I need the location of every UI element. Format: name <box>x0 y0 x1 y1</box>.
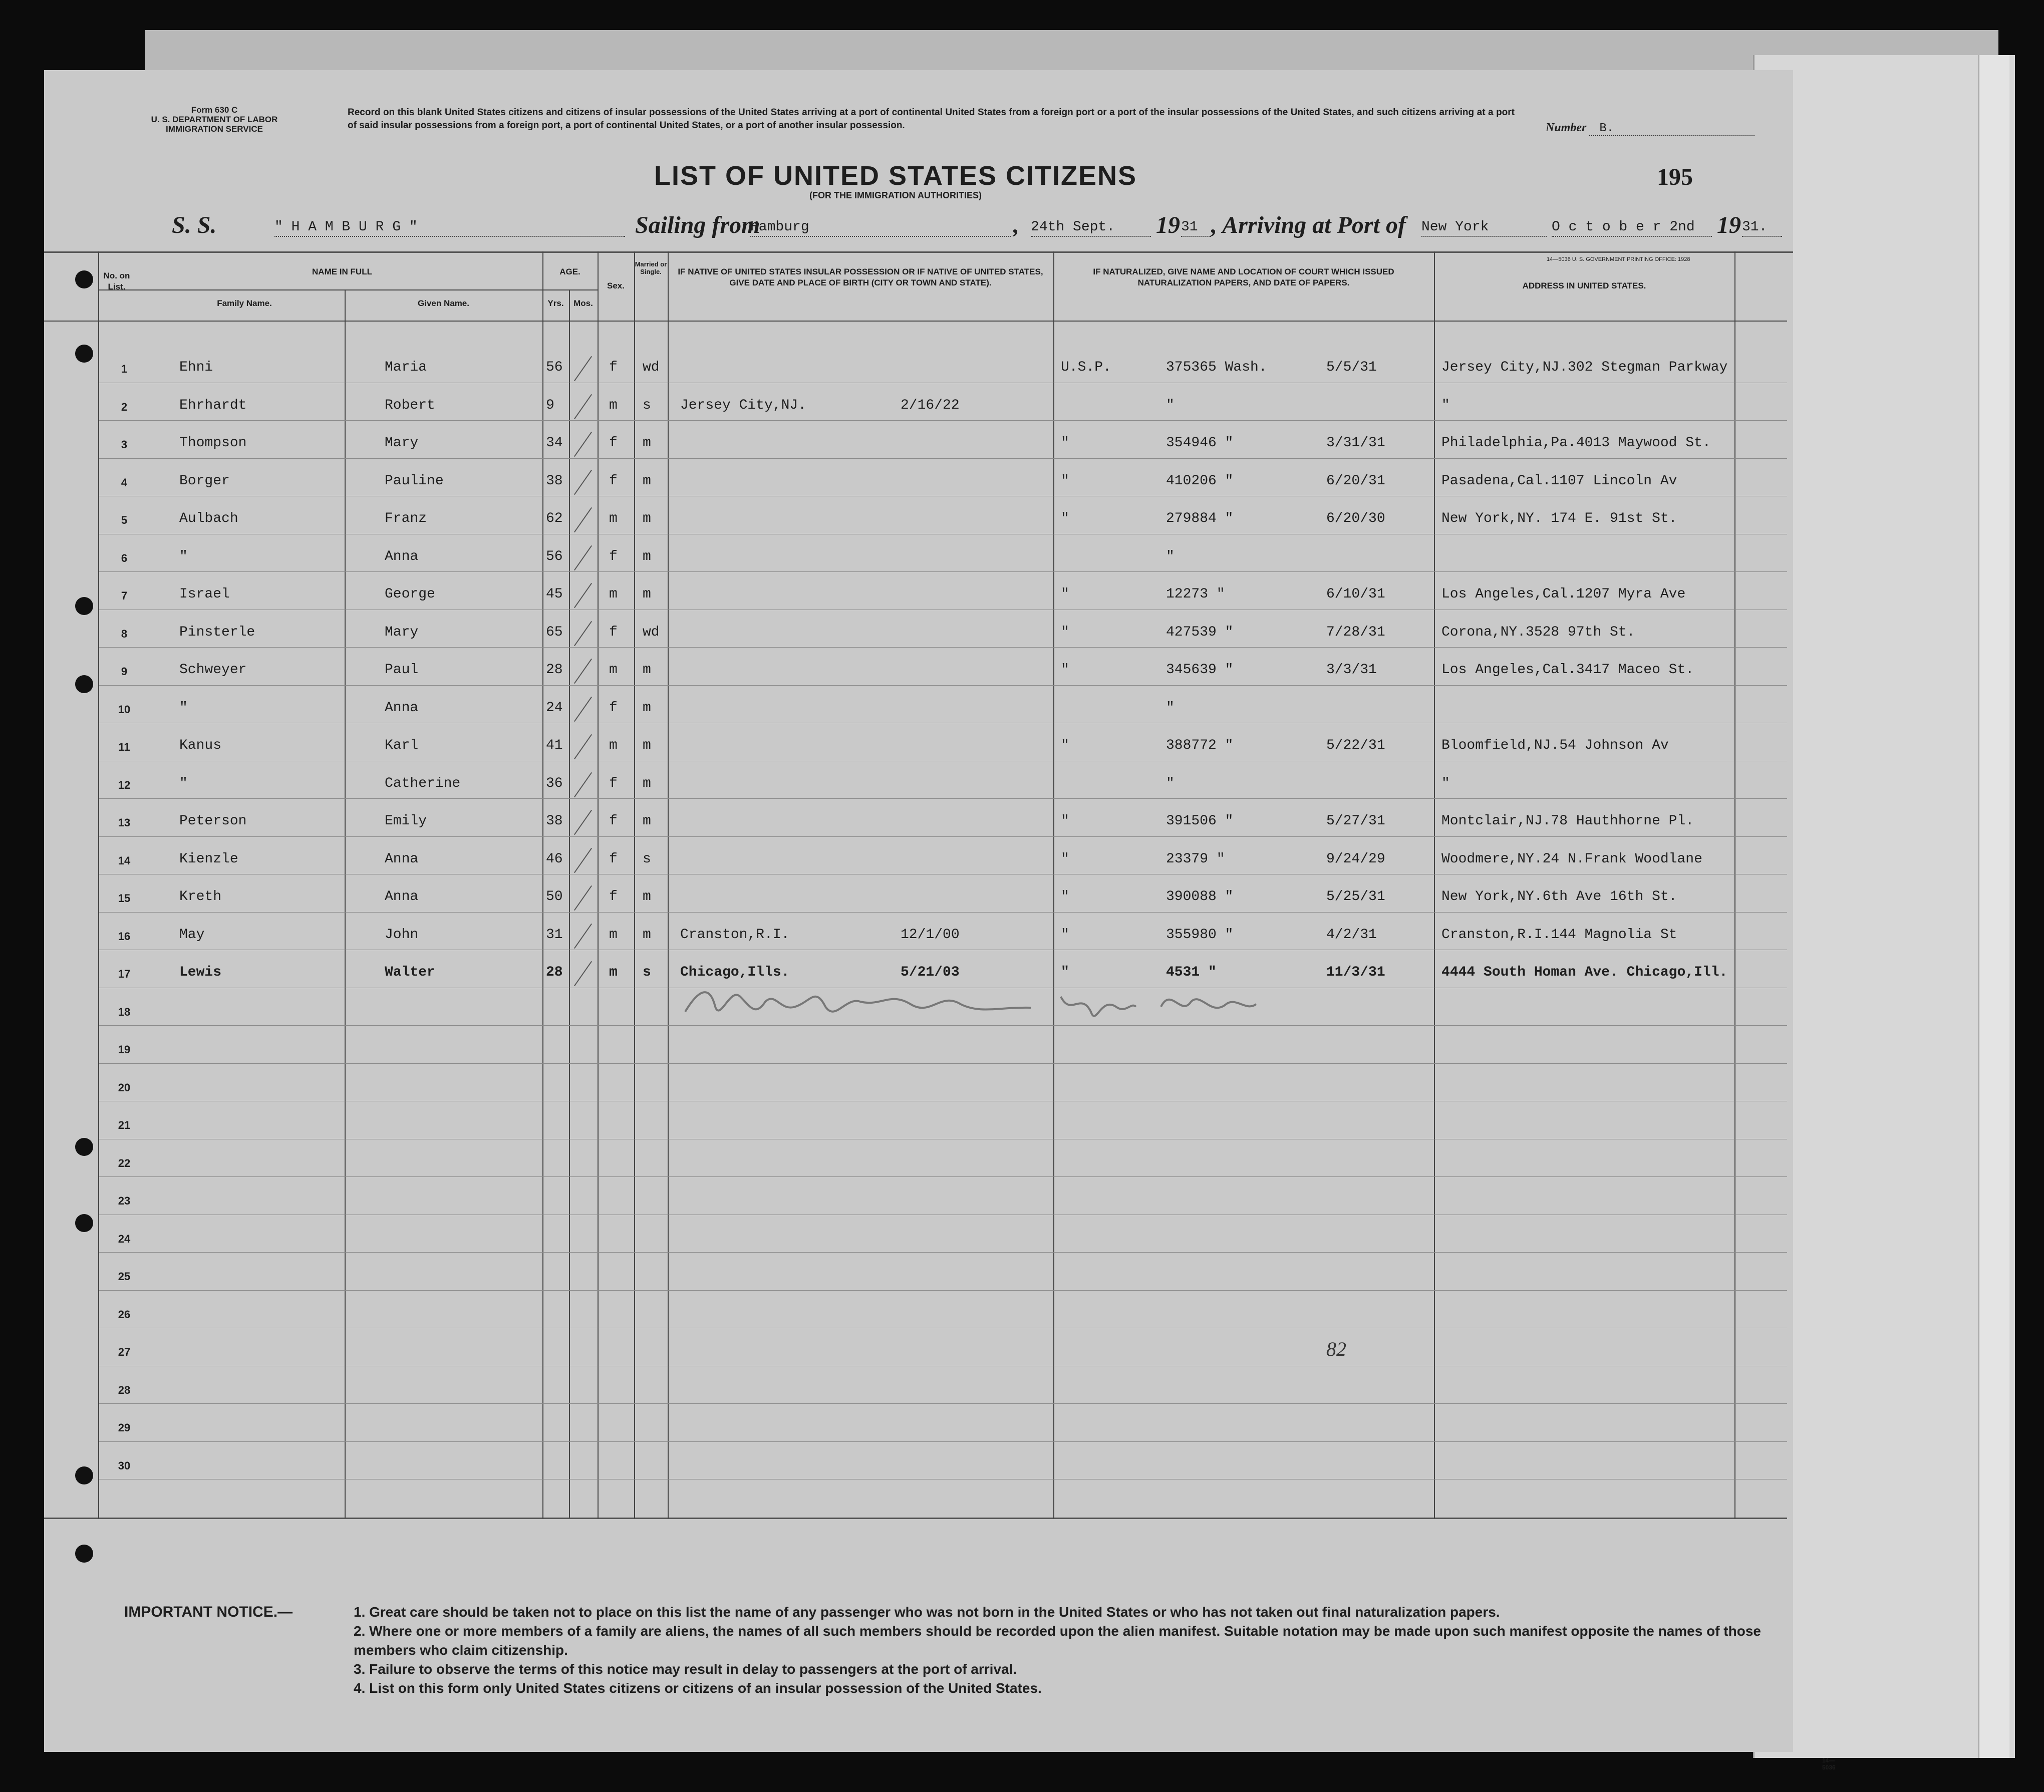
row-number: 23 <box>118 1194 131 1207</box>
cell-given: Franz <box>385 511 427 526</box>
header-sex: Sex. <box>607 281 625 290</box>
header-married-single: Married or Single. <box>635 260 667 275</box>
cell-yrs: 31 <box>546 927 563 943</box>
form-department: U. S. DEPARTMENT OF LABOR <box>151 115 278 124</box>
cell-court: " <box>1061 511 1069 526</box>
cell-cert: 345639 " <box>1166 662 1234 678</box>
header-months: Mos. <box>573 298 593 308</box>
row-rule <box>99 1403 1787 1404</box>
cell-cert: 375365 Wash. <box>1166 360 1267 375</box>
col-divider <box>668 251 669 1519</box>
cell-sex: f <box>609 813 618 829</box>
cell-family: Ehni <box>179 360 213 375</box>
arrival-year: 31. <box>1742 219 1782 237</box>
months-tick-mark <box>574 772 592 797</box>
row-number: 16 <box>118 930 131 943</box>
cell-yrs: 28 <box>546 662 563 678</box>
cell-address: Woodmere,NY.24 N.Frank Woodlane <box>1441 851 1702 867</box>
cell-ms: m <box>643 775 651 791</box>
cell-cert: " <box>1166 397 1175 413</box>
number-label: Number <box>1546 121 1587 134</box>
cell-family: Israel <box>179 586 230 602</box>
cell-given: John <box>385 927 419 943</box>
header-address: ADDRESS IN UNITED STATES. <box>1522 281 1646 290</box>
cell-birth-date: 2/16/22 <box>901 397 960 413</box>
cell-sex: m <box>609 662 618 678</box>
cell-yrs: 38 <box>546 473 563 489</box>
cell-ms: wd <box>643 624 660 640</box>
col-divider <box>542 251 543 1519</box>
binder-hole <box>75 1214 93 1232</box>
sailing-year: 31 <box>1181 219 1211 237</box>
cell-ms: m <box>643 435 651 451</box>
header-name-in-full: NAME IN FULL <box>312 267 372 276</box>
row-rule <box>99 912 1787 913</box>
row-rule <box>99 647 1787 648</box>
cell-cert: " <box>1166 775 1175 791</box>
cell-ms: m <box>643 662 651 678</box>
row-number: 3 <box>121 438 128 451</box>
cell-given: Pauline <box>385 473 444 489</box>
cell-cert: 410206 " <box>1166 473 1234 489</box>
cell-given: Walter <box>385 965 435 980</box>
year-prefix-2: 19 <box>1717 212 1741 238</box>
manifest-page <box>44 70 1836 1771</box>
row-number: 8 <box>121 627 128 640</box>
cell-sex: f <box>609 700 618 716</box>
cell-ms: s <box>643 397 651 413</box>
cell-address: " <box>1441 397 1450 413</box>
cell-ms: wd <box>643 360 660 375</box>
months-tick-mark <box>574 432 592 457</box>
row-number: 17 <box>118 968 131 980</box>
cell-ms: m <box>643 511 651 526</box>
binder-hole <box>75 270 93 288</box>
row-number: 1 <box>121 363 128 375</box>
cell-sex: f <box>609 624 618 640</box>
cell-ms: m <box>643 889 651 905</box>
header-separator <box>44 321 1787 322</box>
row-rule <box>99 1176 1787 1177</box>
cell-cert: 391506 " <box>1166 813 1234 829</box>
cell-yrs: 38 <box>546 813 563 829</box>
cell-address: Bloomfield,NJ.54 Johnson Av <box>1441 738 1669 753</box>
cell-given: Anna <box>385 889 419 905</box>
form-print-code: 14—5036 <box>1822 1757 1836 1771</box>
header-years: Yrs. <box>547 298 564 308</box>
header-age: AGE. <box>559 267 580 276</box>
cell-address: Philadelphia,Pa.4013 Maywood St. <box>1441 435 1711 451</box>
cell-court: " <box>1061 435 1069 451</box>
cell-sex: f <box>609 473 618 489</box>
cell-address: Pasadena,Cal.1107 Lincoln Av <box>1441 473 1677 489</box>
col-divider <box>598 251 599 1519</box>
form-number: Form 630 C <box>191 105 238 115</box>
cell-family: Kanus <box>179 738 222 753</box>
months-tick-mark <box>574 961 592 986</box>
page-mark: 82 <box>1326 1338 1346 1360</box>
table-top-rule <box>44 251 1793 253</box>
months-tick-mark <box>574 659 592 684</box>
cell-sex: m <box>609 738 618 753</box>
cell-court: " <box>1061 813 1069 829</box>
cell-nat-date: 3/3/31 <box>1326 662 1377 678</box>
binder-hole <box>75 1545 93 1563</box>
cell-address: Los Angeles,Cal.3417 Maceo St. <box>1441 662 1694 678</box>
cell-birth-place: Chicago,Ills. <box>680 965 790 980</box>
cell-nat-date: 5/22/31 <box>1326 738 1385 753</box>
cell-nat-date: 7/28/31 <box>1326 624 1385 640</box>
cell-cert: 355980 " <box>1166 927 1234 943</box>
cell-family: Pinsterle <box>179 624 255 640</box>
cell-court: " <box>1061 738 1069 753</box>
cell-ms: m <box>643 586 651 602</box>
notice-item-4: 4. List on this form only United States citizens or citizens of an insular possession of the United States. <box>354 1680 1042 1696</box>
cell-cert: " <box>1166 700 1175 716</box>
row-rule <box>99 836 1787 837</box>
cell-ms: m <box>643 700 651 716</box>
row-number: 12 <box>118 778 131 791</box>
cell-given: Anna <box>385 548 419 564</box>
form-instructions: Record on this blank United States citizens and citizens of insular possessions of the United States arriving at a port of continental United States from a foreign port or a port of the insular possessions of the United States, and such citizens arriving at a port of said insular possessions from a foreign port, a port of continental United States, or a port of another insular possession. <box>348 107 1515 131</box>
page-subtitle: (FOR THE IMMIGRATION AUTHORITIES) <box>809 190 982 200</box>
list-number <box>1546 121 1755 136</box>
row-rule <box>99 458 1787 459</box>
row-rule <box>99 1025 1787 1026</box>
row-number: 29 <box>118 1421 131 1434</box>
cell-nat-date: 6/20/30 <box>1326 511 1385 526</box>
cell-address: Corona,NY.3528 97th St. <box>1441 624 1635 640</box>
year-prefix-1: 19 <box>1156 212 1180 238</box>
row-rule <box>99 1441 1787 1442</box>
cell-sex: f <box>609 435 618 451</box>
sailing-date: 24th Sept. <box>1031 219 1151 237</box>
cell-family: " <box>179 700 188 716</box>
cell-sex: f <box>609 889 618 905</box>
col-divider <box>634 251 635 1519</box>
header-native-birth: IF NATIVE OF UNITED STATES INSULAR POSSESSION OR IF NATIVE OF UNITED STATES, GIVE DATE AND PLACE OF BIRTH (CITY OR TOWN AND STATE). <box>678 267 1043 287</box>
cell-ms: m <box>643 813 651 829</box>
name-subheader-rule <box>99 289 542 290</box>
row-number: 22 <box>118 1156 131 1169</box>
cell-nat-date: 9/24/29 <box>1326 851 1385 867</box>
cell-nat-date: 4/2/31 <box>1326 927 1377 943</box>
port-from: Hamburg <box>750 219 1011 237</box>
months-tick-mark <box>574 545 592 570</box>
months-tick-mark <box>574 583 592 608</box>
row-rule <box>99 685 1787 686</box>
cell-sex: f <box>609 360 618 375</box>
cell-yrs: 36 <box>546 775 563 791</box>
cell-sex: f <box>609 548 618 564</box>
cell-address: 4444 South Homan Ave. Chicago,Ill. <box>1441 965 1728 980</box>
cell-sex: m <box>609 511 618 526</box>
cell-sex: m <box>609 586 618 602</box>
sailing-label: Sailing from <box>635 212 760 238</box>
row-number: 24 <box>118 1232 131 1245</box>
cell-address: New York,NY. 174 E. 91st St. <box>1441 511 1677 526</box>
binder-hole <box>75 345 93 363</box>
cell-yrs: 28 <box>546 965 563 980</box>
row-number: 13 <box>118 816 131 829</box>
cell-given: Anna <box>385 851 419 867</box>
cell-ms: s <box>643 851 651 867</box>
cell-cert: 354946 " <box>1166 435 1234 451</box>
notice-item-2: 2. Where one or more members of a family are aliens, the names of all such members should be recorded upon the alien manifest. Suitable notation may be made upon such manifest opposite the names of those members who claim citizenship. <box>354 1623 1761 1658</box>
notice-item-3: 3. Failure to observe the terms of this notice may result in delay to passengers at the port of arrival. <box>354 1661 1017 1677</box>
cell-family: Borger <box>179 473 230 489</box>
cell-cert: 279884 " <box>1166 511 1234 526</box>
cell-court: U.S.P. <box>1061 360 1111 375</box>
months-tick-mark <box>574 810 592 835</box>
months-tick-mark <box>574 394 592 419</box>
cell-court: " <box>1061 586 1069 602</box>
months-tick-mark <box>574 696 592 721</box>
row-number: 30 <box>118 1459 131 1472</box>
cell-address: Cranston,R.I.144 Magnolia St <box>1441 927 1677 943</box>
cell-court: " <box>1061 927 1069 943</box>
notice-heading: IMPORTANT NOTICE.— <box>124 1604 293 1620</box>
cell-family: Ehrhardt <box>179 397 247 413</box>
cell-family: Thompson <box>179 435 247 451</box>
row-number: 14 <box>118 854 131 867</box>
cell-sex: f <box>609 851 618 867</box>
row-rule <box>99 571 1787 572</box>
cell-family: Kienzle <box>179 851 238 867</box>
arrival-date: O c t o b e r 2nd <box>1552 219 1712 237</box>
port-to: New York <box>1421 219 1547 237</box>
row-number: 21 <box>118 1119 131 1131</box>
binder-hole <box>75 1138 93 1156</box>
cell-given: Paul <box>385 662 419 678</box>
cell-family: Aulbach <box>179 511 238 526</box>
cell-address: New York,NY.6th Ave 16th St. <box>1441 889 1677 905</box>
header-naturalized: IF NATURALIZED, GIVE NAME AND LOCATION OF COURT WHICH ISSUED NATURALIZATION PAPERS, AND DATE OF PAPERS. <box>1093 267 1394 287</box>
inspector-signature <box>680 977 1261 1037</box>
cell-court: " <box>1061 624 1069 640</box>
cell-court: " <box>1061 662 1069 678</box>
cell-nat-date: 3/31/31 <box>1326 435 1385 451</box>
cell-family: " <box>179 775 188 791</box>
cell-yrs: 45 <box>546 586 563 602</box>
cell-family: Schweyer <box>179 662 247 678</box>
cell-ms: m <box>643 473 651 489</box>
cell-ms: s <box>643 965 651 980</box>
form-service: IMMIGRATION SERVICE <box>166 124 263 134</box>
row-number: 4 <box>121 476 128 489</box>
col-divider <box>1734 251 1735 1519</box>
cell-sex: m <box>609 965 618 980</box>
cell-given: Catherine <box>385 775 461 791</box>
row-number: 28 <box>118 1383 131 1396</box>
cell-ms: m <box>643 548 651 564</box>
row-number: 15 <box>118 892 131 905</box>
months-tick-mark <box>574 469 592 494</box>
cell-yrs: 34 <box>546 435 563 451</box>
cell-yrs: 62 <box>546 511 563 526</box>
months-tick-mark <box>574 356 592 381</box>
cell-nat-date: 5/25/31 <box>1326 889 1385 905</box>
binder-hole <box>75 675 93 693</box>
cell-cert: 23379 " <box>1166 851 1225 867</box>
cell-yrs: 46 <box>546 851 563 867</box>
cell-family: Peterson <box>179 813 247 829</box>
header-family-name: Family Name. <box>217 298 272 308</box>
arriving-label: , Arriving at Port of <box>1211 212 1406 238</box>
row-number: 20 <box>118 1081 131 1094</box>
months-tick-mark <box>574 621 592 646</box>
cell-court: " <box>1061 473 1069 489</box>
cell-yrs: 56 <box>546 548 563 564</box>
cell-nat-date: 6/20/31 <box>1326 473 1385 489</box>
cell-given: Anna <box>385 700 419 716</box>
cell-yrs: 9 <box>546 397 554 413</box>
row-number: 5 <box>121 514 128 526</box>
header-no: No. on List. <box>103 271 130 291</box>
background-sheet-edge <box>1978 55 2009 1758</box>
cell-cert: " <box>1166 548 1175 564</box>
header-given-name: Given Name. <box>418 298 469 308</box>
cell-family: " <box>179 548 188 564</box>
cell-given: George <box>385 586 435 602</box>
cell-birth-place: Jersey City,NJ. <box>680 397 807 413</box>
months-tick-mark <box>574 923 592 948</box>
row-rule <box>99 1252 1787 1253</box>
cell-yrs: 65 <box>546 624 563 640</box>
months-tick-mark <box>574 734 592 759</box>
cell-court: " <box>1061 851 1069 867</box>
cell-cert: 427539 " <box>1166 624 1234 640</box>
cell-family: May <box>179 927 205 943</box>
row-rule <box>99 1290 1787 1291</box>
months-tick-mark <box>574 847 592 872</box>
row-rule <box>99 798 1787 799</box>
binder-hole <box>75 597 93 615</box>
cell-given: Karl <box>385 738 419 753</box>
cell-nat-date: 11/3/31 <box>1326 965 1385 980</box>
cell-given: Mary <box>385 435 419 451</box>
print-credit: 14—5036 U. S. GOVERNMENT PRINTING OFFICE: 1928 <box>1547 256 1690 262</box>
cell-nat-date: 6/10/31 <box>1326 586 1385 602</box>
cell-address: Jersey City,NJ.302 Stegman Parkway <box>1441 360 1728 375</box>
row-number: 25 <box>118 1270 131 1283</box>
notice-item-1: 1. Great care should be taken not to place on this list the name of any passenger who was not born in the United States or who has not taken out final naturalization papers. <box>354 1604 1500 1620</box>
cell-sex: m <box>609 927 618 943</box>
cell-family: Kreth <box>179 889 222 905</box>
page-number: 195 <box>1657 164 1693 190</box>
cell-birth-date: 5/21/03 <box>901 965 960 980</box>
cell-given: Robert <box>385 397 435 413</box>
row-number: 7 <box>121 589 128 602</box>
row-number: 19 <box>118 1043 131 1056</box>
months-tick-mark <box>574 507 592 532</box>
cell-court: " <box>1061 889 1069 905</box>
cell-birth-date: 12/1/00 <box>901 927 960 943</box>
cell-given: Mary <box>385 624 419 640</box>
ship-name: " H A M B U R G " <box>274 219 625 237</box>
row-number: 2 <box>121 400 128 413</box>
cell-address: " <box>1441 775 1450 791</box>
page-title: LIST OF UNITED STATES CITIZENS <box>654 161 1137 191</box>
row-number: 6 <box>121 551 128 564</box>
cell-family: Lewis <box>179 965 222 980</box>
cell-cert: 388772 " <box>1166 738 1234 753</box>
col-divider <box>345 290 346 1518</box>
form-identifier <box>99 105 330 134</box>
row-number: 10 <box>118 703 131 716</box>
cell-given: Emily <box>385 813 427 829</box>
col-divider <box>569 290 570 1518</box>
row-number: 26 <box>118 1308 131 1321</box>
cell-address: Montclair,NJ.78 Hauthhorne Pl. <box>1441 813 1694 829</box>
binder-hole <box>75 1466 93 1484</box>
cell-cert: 12273 " <box>1166 586 1225 602</box>
ss-label: S. S. <box>172 212 217 238</box>
cell-yrs: 24 <box>546 700 563 716</box>
row-number: 11 <box>118 741 130 753</box>
row-number: 9 <box>121 665 128 678</box>
cell-cert: 390088 " <box>1166 889 1234 905</box>
cell-cert: 4531 " <box>1166 965 1217 980</box>
row-number: 18 <box>118 1005 131 1018</box>
col-divider <box>1053 251 1054 1519</box>
row-rule <box>99 420 1787 421</box>
col-divider <box>98 251 99 1519</box>
voyage-line: S. S. " H A M B U R G " Sailing from Hamburg , 24th Sept. 19 31 , Arriving at Port of New York O c t o b e r 2nd 19 31. <box>124 211 1767 241</box>
col-divider <box>1434 251 1435 1519</box>
cell-yrs: 41 <box>546 738 563 753</box>
table-bottom-rule <box>44 1518 1787 1519</box>
row-number: 27 <box>118 1346 131 1358</box>
row-rule <box>99 1063 1787 1064</box>
cell-sex: m <box>609 397 618 413</box>
number-value: B. <box>1589 122 1755 136</box>
cell-nat-date: 5/27/31 <box>1326 813 1385 829</box>
cell-ms: m <box>643 738 651 753</box>
cell-yrs: 50 <box>546 889 563 905</box>
cell-court: " <box>1061 965 1069 980</box>
age-subheader-rule <box>542 289 598 290</box>
cell-yrs: 56 <box>546 360 563 375</box>
cell-address: Los Angeles,Cal.1207 Myra Ave <box>1441 586 1686 602</box>
cell-birth-place: Cranston,R.I. <box>680 927 790 943</box>
cell-ms: m <box>643 927 651 943</box>
cell-sex: f <box>609 775 618 791</box>
cell-nat-date: 5/5/31 <box>1326 360 1377 375</box>
cell-given: Maria <box>385 360 427 375</box>
months-tick-mark <box>574 885 592 911</box>
